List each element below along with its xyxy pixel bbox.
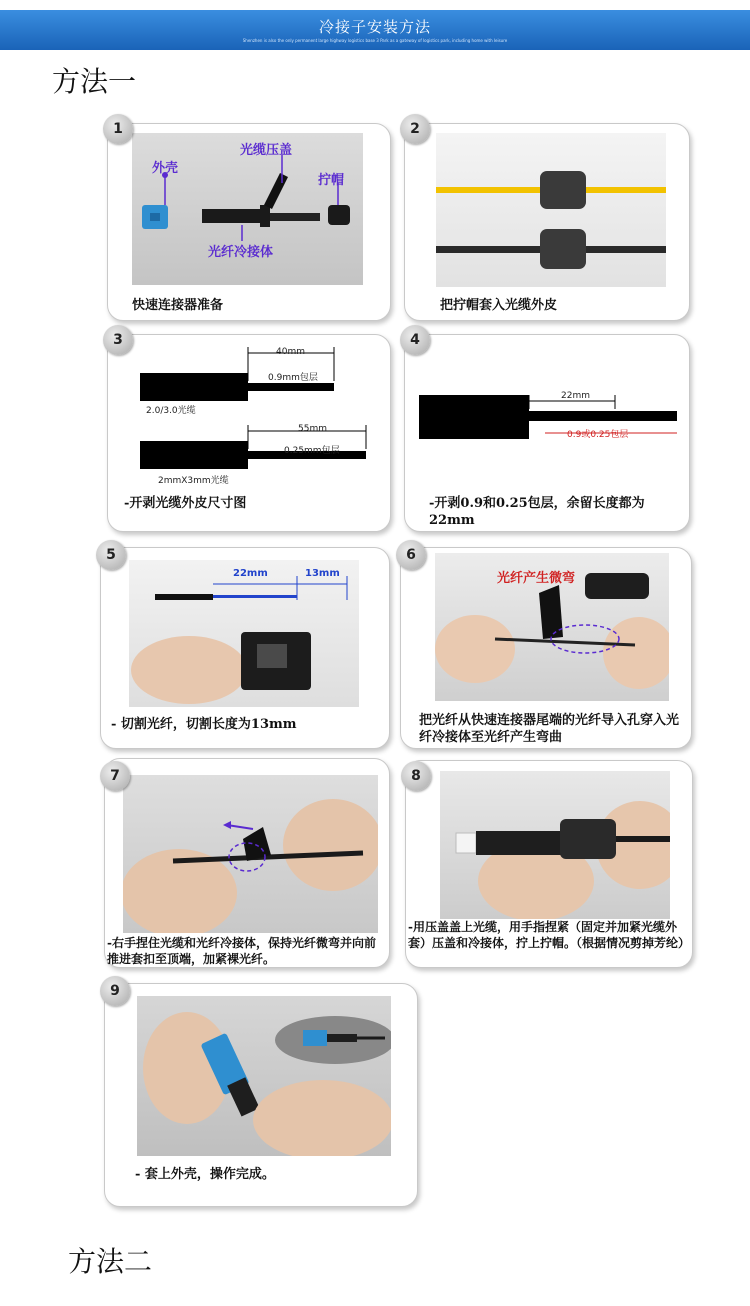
label-cable-2-3mm: 2.0/3.0光缆: [146, 406, 196, 416]
screw-cap-on-cable-photo: [436, 133, 666, 287]
step-caption-7: -右手捏住光缆和光纤冷接体，保持光纤微弯并向前推进套扣至顶端，加紧裸光纤。: [107, 936, 376, 966]
step-number-4: 4: [400, 325, 430, 355]
step-caption-1: 快速连接器准备: [132, 298, 224, 313]
banner-subtitle: Shenzhen is also the only permanent large highway logistics base 3 Park as a gateway of logistics park, including home with leisure: [242, 38, 508, 43]
step-caption-5: - 切割光纤，切割长度为13mm: [111, 717, 297, 732]
dim-55mm: 55mm: [298, 424, 327, 434]
step-caption-4: -开剥0.9和0.25包层，余留长度都为22mm: [429, 496, 645, 528]
step-card-5: [100, 547, 390, 749]
step-number-7: 7: [100, 761, 130, 791]
step-number-8: 8: [401, 761, 431, 791]
fiber-cleaving-photo: [129, 560, 359, 707]
label-shell: 外壳: [152, 161, 179, 176]
cleaving-illustration: [129, 560, 359, 707]
step-card-6: [400, 547, 692, 749]
step-card-2: [404, 123, 690, 321]
coating-strip-diagram: [413, 375, 683, 485]
screw-cap-illustration: [436, 133, 666, 287]
label-cable-2x3mm: 2mmX3mm光缆: [158, 476, 229, 486]
step-number-6: 6: [396, 540, 426, 570]
label-cold-joint-body: 光纤冷接体: [208, 245, 274, 260]
method-one-heading: 方法一: [52, 65, 137, 98]
install-shell-photo: [137, 996, 391, 1156]
label-13mm: 13mm: [305, 568, 340, 579]
step-number-5: 5: [96, 540, 126, 570]
step-number-2: 2: [400, 114, 430, 144]
label-0-25mm-coating: 0.25mm包层: [284, 446, 340, 456]
step-caption-3: -开剥光缆外皮尺寸图: [124, 496, 247, 511]
header-banner: [0, 10, 750, 50]
label-screw-cap: 拧帽: [318, 173, 345, 188]
label-coating-red: 0.9或0.25包层: [567, 430, 629, 440]
step-card-9: [104, 983, 418, 1207]
step-number-9: 9: [100, 976, 130, 1006]
step-card-7: [104, 758, 390, 968]
install-shell-illustration: [137, 996, 391, 1156]
cable-strip-diagram: [122, 343, 382, 493]
step-caption-2: 把拧帽套入光缆外皮: [440, 298, 558, 313]
push-fiber-illustration: [123, 775, 378, 933]
fiber-insert-photo: [435, 553, 669, 701]
step-caption-8: -用压盖盖上光缆，用手指捏紧（固定并加紧光缆外套）压盖和冷接体，拧上拧帽。（根据情况剪掉芳纶）: [408, 920, 691, 950]
label-0-9mm-coating: 0.9mm包层: [268, 373, 318, 383]
method-two-heading: 方法二: [68, 1245, 153, 1278]
connector-parts-photo: [132, 133, 363, 285]
step-caption-6: 把光纤从快速连接器尾端的光纤导入孔穿入光纤冷接体至光纤产生弯曲: [419, 713, 680, 745]
dim-22mm: 22mm: [561, 391, 590, 401]
label-22mm: 22mm: [233, 568, 268, 579]
step-number-1: 1: [103, 114, 133, 144]
label-fiber-bend: 光纤产生微弯: [497, 571, 576, 586]
step-card-8: [405, 760, 693, 968]
step-card-3: [107, 334, 391, 532]
tighten-cap-illustration: [440, 771, 670, 919]
banner-title: 冷接子安装方法: [318, 18, 431, 36]
label-cable-cap: 光缆压盖: [240, 143, 293, 158]
step-card-4: [404, 334, 690, 532]
step-number-3: 3: [103, 325, 133, 355]
tighten-cap-photo: [440, 771, 670, 919]
push-fiber-photo: [123, 775, 378, 933]
step-caption-9: - 套上外壳，操作完成。: [135, 1167, 275, 1182]
step-card-1: [107, 123, 391, 321]
dim-40mm: 40mm: [276, 347, 305, 357]
